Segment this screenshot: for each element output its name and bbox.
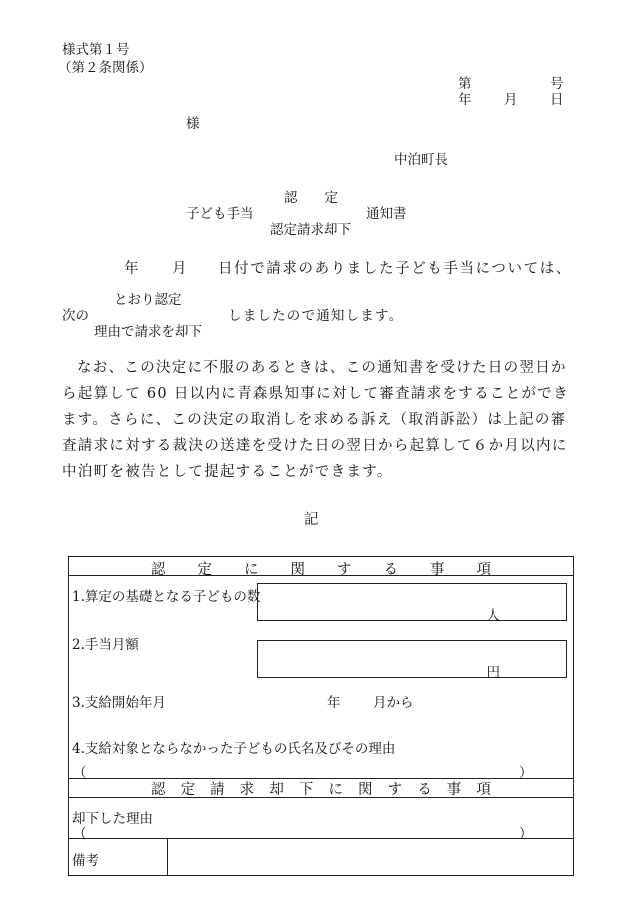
item4-paren-close: ） [519, 765, 533, 781]
title-option-reject: 認定請求却下 [270, 222, 351, 238]
body-option-approve: とおり認定 [114, 292, 182, 308]
reason-label: 却下した理由 [72, 811, 153, 827]
body-date-year: 年 [124, 261, 139, 277]
date-year: 年 [458, 92, 472, 108]
remarks-field[interactable] [168, 839, 573, 875]
appeal-notice: なお、この決定に不服のあるときは、この通知書を受けた日の翌日から起算して 60 日以内に青森県知事に対して審査請求をすることができます。さらに、この決定の取消しを求める訴え（取消訴訟）は上記の審査請求に対する裁決の送達を受けた日の翌日から起算して６か月以内に中泊町を被告として提起することができます。 [62, 360, 569, 480]
form-article: （第２条関係） [58, 60, 153, 76]
child-count-field[interactable] [257, 583, 567, 624]
monthly-amount-field[interactable] [257, 640, 567, 681]
doc-number-prefix: 第 [458, 76, 472, 92]
ki-mark: 記 [304, 512, 319, 528]
doc-number-suffix: 号 [550, 76, 564, 92]
monthly-amount-unit: 円 [486, 665, 500, 681]
form-number: 様式第１号 [62, 42, 130, 58]
item2-label: 2.手当月額 [72, 637, 139, 653]
section2-header: 認 定 請 求 却 下 に 関 す る 事 項 [151, 782, 491, 798]
item3-label: 3.支給開始年月 [72, 695, 166, 711]
item3-year: 年 [327, 695, 341, 711]
date-day: 日 [550, 92, 564, 108]
item4-paren-open: （ [73, 765, 87, 781]
section1-header: 認 定 に 関 す る 事 項 [151, 562, 491, 578]
remarks-label: 備考 [72, 853, 99, 869]
body-date-text: 日付で請求のありました子ども手当については、 [218, 261, 572, 277]
divider [69, 575, 573, 576]
body-date-month: 月 [172, 261, 187, 277]
body-next: 次の [62, 308, 89, 324]
recipient-suffix: 様 [186, 116, 200, 132]
issuer-name: 中泊町長 [394, 152, 448, 168]
item3-month: 月から [373, 695, 414, 711]
body-suffix: しましたので通知します。 [228, 308, 404, 324]
item4-label: 4.支給対象とならなかった子どもの氏名及びその理由 [72, 741, 396, 757]
body-option-reject: 理由で請求を却下 [94, 324, 202, 340]
title-suffix: 通知書 [366, 206, 407, 222]
reason-paren-open: （ [73, 826, 87, 842]
item1-label: 1.算定の基礎となる子どもの数 [72, 589, 261, 605]
date-month: 月 [504, 92, 518, 108]
divider [69, 797, 573, 798]
reason-paren-close: ） [519, 826, 533, 842]
title-subject: 子ども手当 [186, 206, 254, 222]
child-count-unit: 人 [486, 608, 500, 624]
details-table [68, 556, 574, 876]
title-option-approve: 認 定 [284, 190, 338, 206]
